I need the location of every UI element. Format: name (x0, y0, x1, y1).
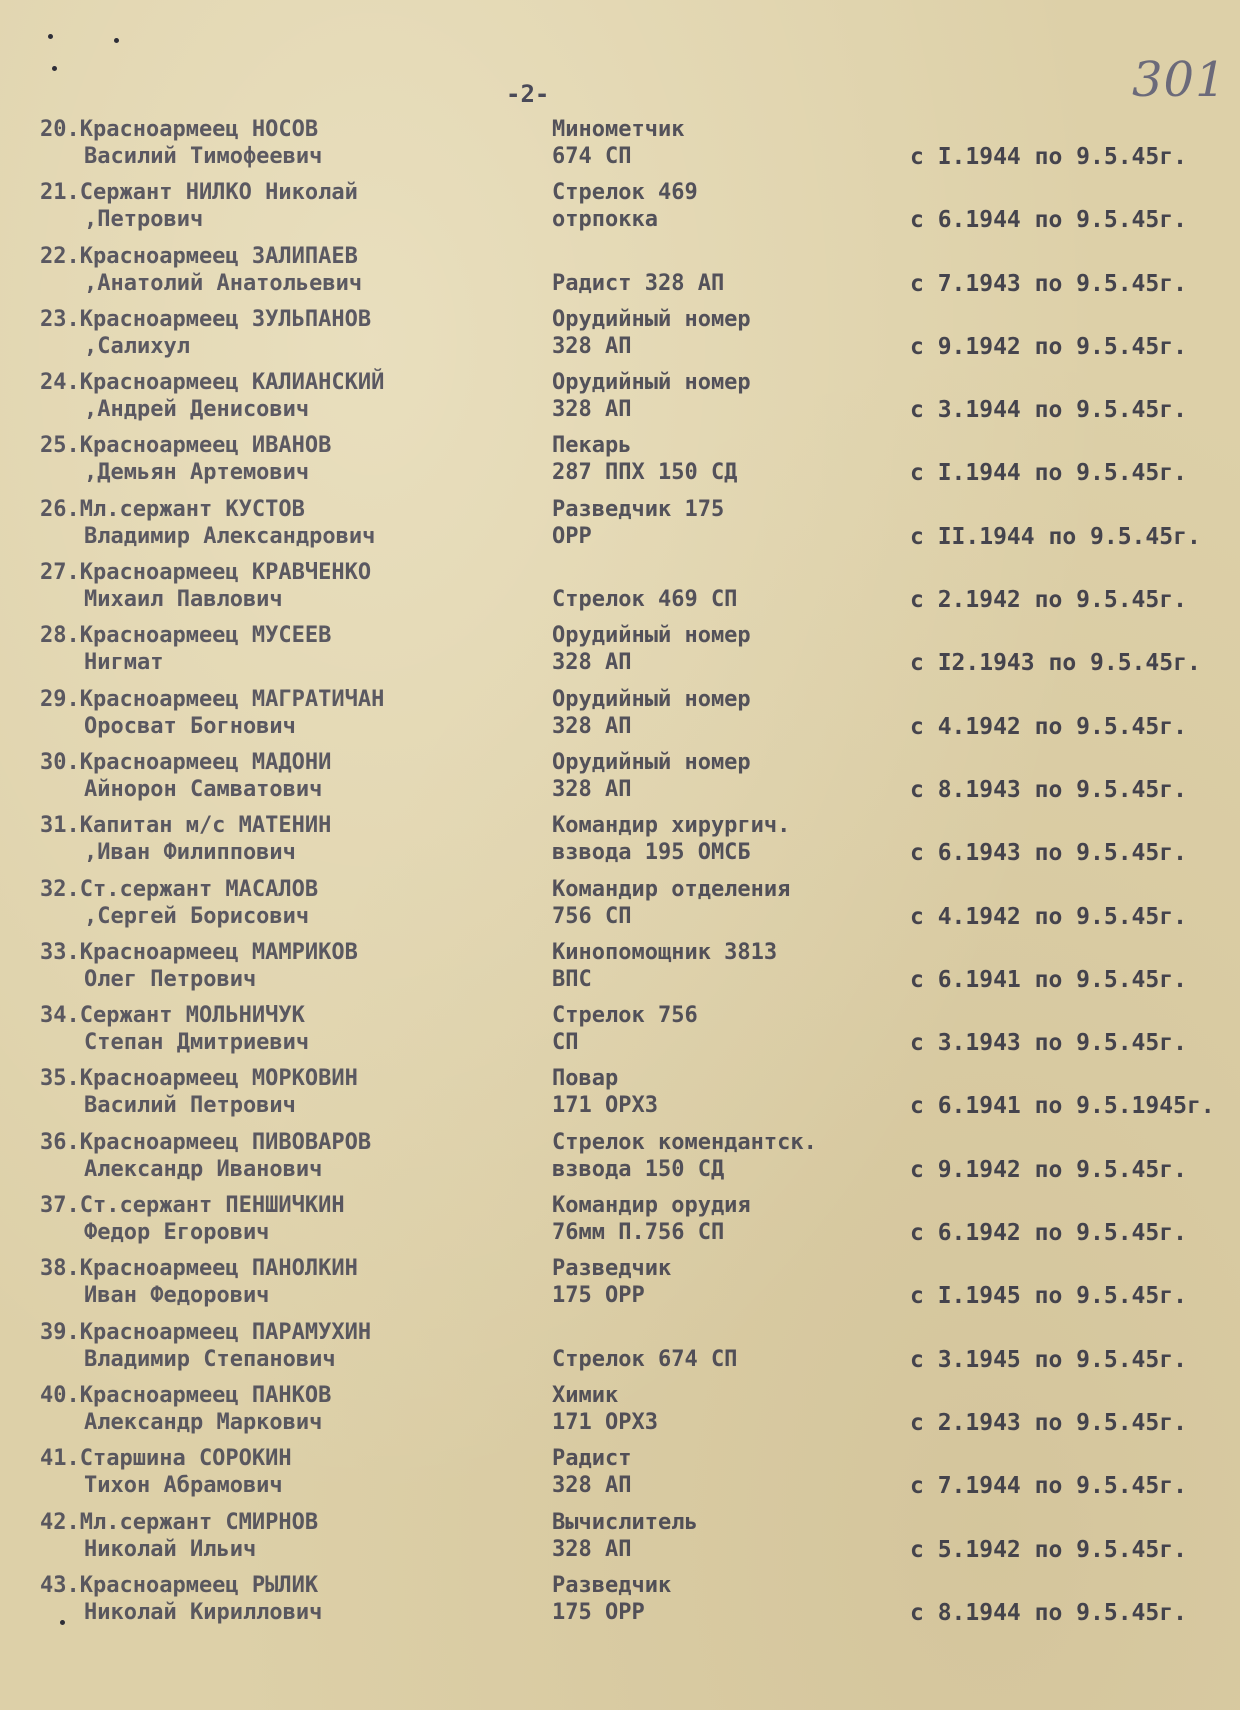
rank-surname: 23.Красноармеец ЗУЛЬПАНОВ (40, 306, 372, 332)
list-item (40, 1509, 1220, 1572)
list-item (40, 939, 1220, 1002)
unit: взвода 150 СД (552, 1156, 725, 1182)
service-period: с 6.1941 по 9.5.45г. (910, 966, 1187, 993)
position: Радист (552, 1446, 632, 1472)
position: Повар (552, 1066, 619, 1092)
person-name (40, 1572, 540, 1626)
ink-speck (48, 34, 53, 39)
position-unit (552, 432, 872, 486)
rank-surname: 32.Ст.сержант МАСАЛОВ (40, 876, 319, 902)
rank-surname: 43.Красноармеец РЫЛИК (40, 1572, 319, 1598)
unit: СП (552, 1030, 579, 1056)
service-period: с 3.1943 по 9.5.45г. (910, 1030, 1187, 1057)
person-name (40, 559, 540, 613)
position-unit (552, 876, 872, 930)
unit: 171 ОРХЗ (552, 1409, 658, 1435)
person-name (40, 1509, 540, 1563)
person-name (40, 1445, 540, 1499)
list-item (40, 1192, 1220, 1255)
given-names: Василий Петрович (84, 1093, 296, 1119)
service-period: с 3.1944 по 9.5.45г. (910, 397, 1187, 424)
position-unit (552, 1065, 872, 1119)
given-names: Михаил Павлович (84, 587, 283, 613)
person-name (40, 686, 540, 740)
position: Орудийный номер (552, 306, 751, 332)
unit: отрпокка (552, 207, 658, 233)
rank-surname: 30.Красноармеец МАДОНИ (40, 749, 332, 775)
given-names: ,Сергей Борисович (84, 903, 310, 929)
unit: Стрелок 469 СП (552, 587, 738, 613)
unit: 328 АП (552, 397, 632, 423)
position-unit (552, 1192, 872, 1246)
rank-surname: 29.Красноармеец МАГРАТИЧАН (40, 686, 385, 712)
given-names: Николай Ильич (84, 1536, 257, 1562)
unit: Стрелок 674 СП (552, 1346, 738, 1372)
list-item (40, 622, 1220, 685)
given-names: ,Петрович (84, 207, 204, 233)
position-unit (552, 306, 872, 360)
given-names: Иван Федорович (84, 1283, 270, 1309)
rank-surname: 33.Красноармеец МАМРИКОВ (40, 939, 358, 965)
unit: 756 СП (552, 903, 632, 929)
position: Вычислитель (552, 1509, 698, 1535)
person-name (40, 812, 540, 866)
person-name (40, 876, 540, 930)
service-period: с 2.1943 по 9.5.45г. (910, 1409, 1187, 1436)
person-name (40, 432, 540, 486)
list-item (40, 1255, 1220, 1318)
position-unit (552, 749, 872, 803)
position-unit (552, 1445, 872, 1499)
service-period: с 3.1945 по 9.5.45г. (910, 1346, 1187, 1373)
given-names: ,Анатолий Анатольевич (84, 270, 363, 296)
list-item (40, 1382, 1220, 1445)
person-name (40, 939, 540, 993)
given-names: Александр Иванович (84, 1156, 323, 1182)
rank-surname: 41.Старшина СОРОКИН (40, 1446, 292, 1472)
position-unit (552, 1255, 872, 1309)
service-period: с 7.1943 по 9.5.45г. (910, 270, 1187, 297)
position: Стрелок 756 (552, 1003, 698, 1029)
position: Химик (552, 1382, 619, 1408)
ink-speck (114, 38, 119, 43)
unit: взвода 195 ОМСБ (552, 840, 751, 866)
unit: Радист 328 АП (552, 270, 725, 296)
list-item (40, 1065, 1220, 1128)
given-names: Федор Егорович (84, 1220, 270, 1246)
list-item (40, 1002, 1220, 1065)
service-period: с 2.1942 по 9.5.45г. (910, 587, 1187, 614)
given-names: ,Андрей Денисович (84, 397, 310, 423)
position-unit (552, 939, 872, 993)
service-period: с 5.1942 по 9.5.45г. (910, 1536, 1187, 1563)
unit: 328 АП (552, 333, 632, 359)
position: Орудийный номер (552, 749, 751, 775)
position: Командир хирургич. (552, 813, 791, 839)
position: Кинопомощник 3813 (552, 939, 778, 965)
rank-surname: 40.Красноармеец ПАНКОВ (40, 1382, 332, 1408)
person-name (40, 369, 540, 423)
unit: ОРР (552, 523, 592, 549)
rank-surname: 21.Сержант НИЛКО Николай (40, 180, 358, 206)
position-unit (552, 496, 872, 550)
given-names: Айнорон Самватович (84, 776, 323, 802)
given-names: Нигмат (84, 650, 164, 676)
rank-surname: 24.Красноармеец КАЛИАНСКИЙ (40, 370, 385, 396)
position: Стрелок комендантск. (552, 1129, 817, 1155)
position: Орудийный номер (552, 370, 751, 396)
service-period: с 6.1944 по 9.5.45г. (910, 207, 1187, 234)
position-unit (552, 1509, 872, 1563)
rank-surname: 36.Красноармеец ПИВОВАРОВ (40, 1129, 372, 1155)
unit: 171 ОРХЗ (552, 1093, 658, 1119)
personnel-list (40, 116, 1220, 1635)
service-period: с 8.1944 по 9.5.45г. (910, 1599, 1187, 1626)
person-name (40, 1255, 540, 1309)
given-names: Александр Маркович (84, 1409, 323, 1435)
person-name (40, 306, 540, 360)
list-item (40, 1445, 1220, 1508)
list-item (40, 243, 1220, 306)
position-unit (552, 1002, 872, 1056)
service-period: с I.1944 по 9.5.45г. (910, 144, 1187, 170)
given-names: Олег Петрович (84, 966, 257, 992)
rank-surname: 25.Красноармеец ИВАНОВ (40, 433, 332, 459)
unit: 328 АП (552, 1473, 632, 1499)
person-name (40, 622, 540, 676)
given-names: Владимир Александрович (84, 523, 376, 549)
service-period: с 4.1942 по 9.5.45г. (910, 713, 1187, 740)
unit: 287 ППХ 150 СД (552, 460, 738, 486)
position: Командир отделения (552, 876, 791, 902)
position: Орудийный номер (552, 686, 751, 712)
list-item (40, 369, 1220, 432)
unit: 175 ОРР (552, 1283, 645, 1309)
rank-surname: 35.Красноармеец МОРКОВИН (40, 1066, 358, 1092)
list-item (40, 179, 1220, 242)
rank-surname: 22.Красноармеец ЗАЛИПАЕВ (40, 243, 358, 269)
list-item (40, 876, 1220, 939)
service-period: с 6.1942 по 9.5.45г. (910, 1220, 1187, 1247)
position-unit (552, 1382, 872, 1436)
given-names: ,Салихул (84, 333, 190, 359)
unit: ВПС (552, 966, 592, 992)
unit: 175 ОРР (552, 1599, 645, 1625)
position-unit (552, 369, 872, 423)
service-period: с 6.1941 по 9.5.1945г. (910, 1093, 1215, 1120)
person-name (40, 1065, 540, 1119)
position-unit (552, 1346, 872, 1373)
position-unit (552, 686, 872, 740)
rank-surname: 39.Красноармеец ПАРАМУХИН (40, 1319, 372, 1345)
rank-surname: 42.Мл.сержант СМИРНОВ (40, 1509, 319, 1535)
person-name (40, 243, 540, 297)
rank-surname: 28.Красноармеец МУСЕЕВ (40, 623, 332, 649)
list-item (40, 496, 1220, 559)
service-period: с I2.1943 по 9.5.45г. (910, 650, 1201, 677)
given-names: Степан Дмитриевич (84, 1030, 310, 1056)
rank-surname: 37.Ст.сержант ПЕНШИЧКИН (40, 1193, 345, 1219)
position-unit (552, 179, 872, 233)
position-unit (552, 586, 872, 613)
service-period: с I.1945 по 9.5.45г. (910, 1283, 1187, 1310)
list-item (40, 116, 1220, 179)
given-names: Николай Кириллович (84, 1599, 323, 1625)
service-period: с I.1944 по 9.5.45г. (910, 460, 1187, 487)
rank-surname: 38.Красноармеец ПАНОЛКИН (40, 1256, 358, 1282)
position: Пекарь (552, 433, 632, 459)
service-period: с 7.1944 по 9.5.45г. (910, 1473, 1187, 1500)
given-names: Тихон Абрамович (84, 1473, 283, 1499)
person-name (40, 1129, 540, 1183)
position: Разведчик (552, 1256, 672, 1282)
position-unit (552, 622, 872, 676)
list-item (40, 306, 1220, 369)
given-names: Оросват Богнович (84, 713, 296, 739)
rank-surname: 31.Капитан м/с МАТЕНИН (40, 813, 332, 839)
list-item (40, 812, 1220, 875)
position-unit (552, 116, 872, 170)
position: Стрелок 469 (552, 180, 698, 206)
service-period: с 8.1943 по 9.5.45г. (910, 776, 1187, 803)
list-item (40, 1572, 1220, 1635)
service-period: с 6.1943 по 9.5.45г. (910, 840, 1187, 867)
unit: 328 АП (552, 1536, 632, 1562)
person-name (40, 1002, 540, 1056)
list-item (40, 559, 1220, 622)
archive-page-number: 301 (1132, 52, 1227, 108)
service-period: с 4.1942 по 9.5.45г. (910, 903, 1187, 930)
person-name (40, 1382, 540, 1436)
rank-surname: 20.Красноармеец НОСОВ (40, 117, 319, 142)
rank-surname: 26.Мл.сержант КУСТОВ (40, 496, 305, 522)
unit: 328 АП (552, 650, 632, 676)
service-period: с II.1944 по 9.5.45г. (910, 523, 1201, 550)
position: Орудийный номер (552, 623, 751, 649)
position: Командир орудия (552, 1193, 751, 1219)
unit: 674 СП (552, 144, 632, 169)
given-names: ,Демьян Артемович (84, 460, 310, 486)
list-item (40, 1319, 1220, 1382)
given-names: Василий Тимофеевич (84, 144, 323, 169)
position: Минометчик (552, 117, 685, 142)
rank-surname: 34.Сержант МОЛЬНИЧУК (40, 1003, 305, 1029)
unit: 328 АП (552, 776, 632, 802)
rank-surname: 27.Красноармеец КРАВЧЕНКО (40, 560, 372, 586)
person-name (40, 749, 540, 803)
person-name (40, 116, 540, 170)
service-period: с 9.1942 по 9.5.45г. (910, 333, 1187, 360)
person-name (40, 179, 540, 233)
position-unit (552, 1129, 872, 1183)
list-item (40, 686, 1220, 749)
position-unit (552, 1572, 872, 1626)
person-name (40, 1192, 540, 1246)
position: Разведчик 175 (552, 496, 725, 522)
given-names: ,Иван Филиппович (84, 840, 296, 866)
list-item (40, 432, 1220, 495)
service-period: с 9.1942 по 9.5.45г. (910, 1156, 1187, 1183)
person-name (40, 1319, 540, 1373)
given-names: Владимир Степанович (84, 1346, 336, 1372)
unit: 328 АП (552, 713, 632, 739)
page-number: -2- (506, 80, 550, 108)
list-item (40, 1129, 1220, 1192)
position-unit (552, 812, 872, 866)
unit: 76мм П.756 СП (552, 1220, 725, 1246)
ink-speck (52, 66, 57, 71)
position: Разведчик (552, 1572, 672, 1598)
position-unit (552, 270, 872, 297)
person-name (40, 496, 540, 550)
list-item (40, 749, 1220, 812)
